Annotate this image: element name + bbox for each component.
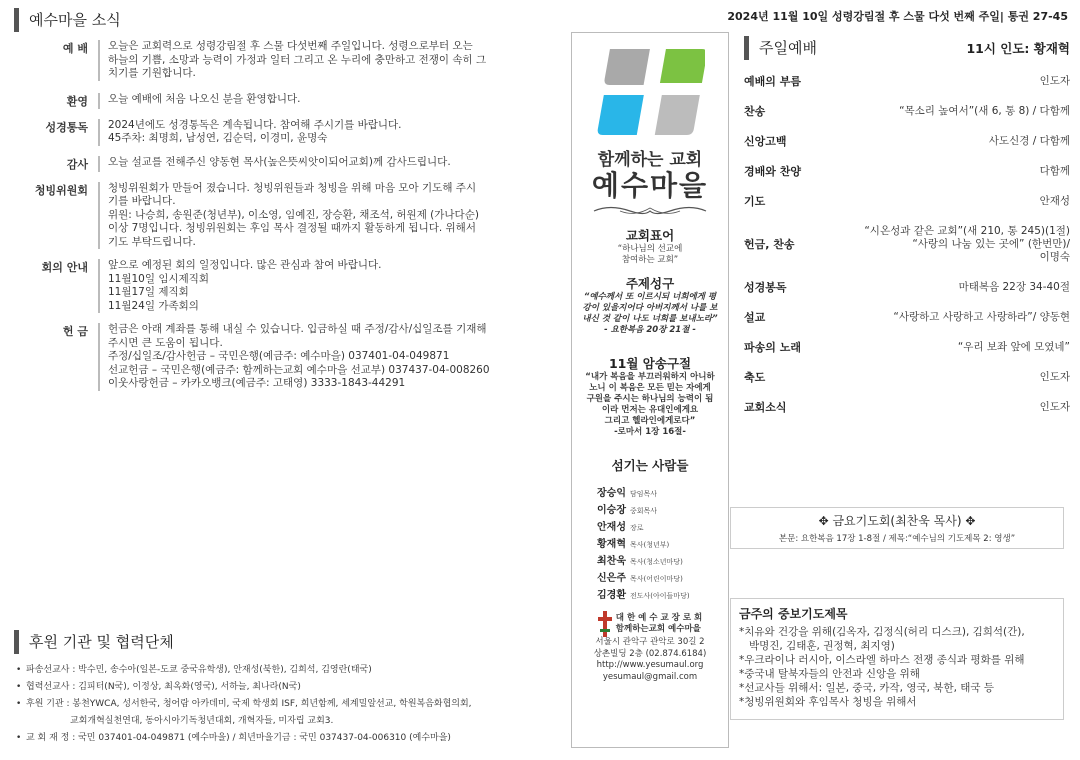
worship-item	[744, 272, 1070, 302]
prayer-topic-line: *우크라이나 러시아, 이스라엘 하마스 전쟁 종식과 평화를 위해	[739, 654, 1025, 666]
news-item-body	[98, 40, 550, 81]
news-item-body	[98, 182, 550, 250]
prayer-topics-box	[730, 598, 1064, 720]
news-item-body	[98, 119, 550, 146]
server-name: 황재혁	[597, 539, 626, 550]
worship-item-name: 예배의 부름	[744, 75, 801, 88]
friday-prayer-title: ✥ 금요기도회(최찬욱 목사) ✥	[818, 514, 976, 528]
worship-item-detail-line: “우리 보좌 앞에 모였네”	[957, 340, 1070, 353]
memory-verse-text: “내가 복음을 부끄러워하지 아니하 노니 이 복음은 모든 믿는 자에게 구원을 주시는 하나님의 능력이 됨 이라 먼저는 유대인에게요 그리고 헬라인에게로다” -로마서 1장 16절-	[585, 372, 715, 437]
server-role: 목사(청소년마당)	[630, 558, 683, 566]
church-subtitle: 함께하는 교회	[597, 150, 703, 170]
worship-item	[744, 126, 1070, 156]
worship-item-detail-line: “목소리 높여서”(새 6, 통 8) / 다함께	[899, 104, 1070, 117]
website-link[interactable]: http://www.yesumaul.org	[596, 660, 704, 670]
server-name: 장승익	[597, 488, 626, 499]
worship-section	[744, 36, 1070, 422]
worship-item-detail	[1040, 401, 1070, 414]
news-item	[14, 323, 550, 391]
worship-item	[744, 66, 1070, 96]
friday-prayer-subtitle: 본문: 요한복음 17장 1-8절 / 제목:“예수님의 기도제목 2: 영생”	[778, 534, 1016, 544]
issue-info: 2024년 11월 10일 성령강림절 후 스물 다섯 번째 주일| 통권 27-45	[727, 10, 1068, 23]
server-role: 장로	[630, 524, 644, 532]
sponsor-item-continued: 교회개혁실천연대, 동아시아기독청년대회, 개혁자들, 미자립 교회3.	[70, 716, 334, 726]
worship-item-detail	[1040, 165, 1070, 178]
sponsor-item: • 교 회 재 정 : 국민 037401-04-049871 (예수마을) / 희년마을기금 : 국민 037437-04-006310 (예수마을)	[14, 730, 554, 747]
worship-item-detail-line: 마태복음 22장 34-40절	[958, 280, 1070, 293]
news-item-line: 이웃사랑헌금 – 카카오뱅크(예금주: 고태영) 3333-1843-44291	[108, 377, 406, 389]
worship-item-name: 파송의 노래	[744, 341, 801, 354]
worship-item-detail-line: 인도자	[1039, 74, 1070, 87]
address-line-2: 상촌빌딩 2층 (02.874.6184)	[593, 648, 707, 659]
ornament-divider-icon	[590, 204, 710, 218]
server-name: 신은주	[597, 573, 626, 584]
worship-item-detail-line: 다함께	[1039, 164, 1070, 177]
news-item-line: 오늘 예배에 처음 나오신 분을 환영합니다.	[108, 92, 301, 105]
server-row	[590, 484, 710, 501]
server-row	[590, 569, 710, 586]
server-name: 이승장	[597, 505, 626, 516]
news-item	[14, 182, 550, 250]
email-link[interactable]: yesumaul@gmail.com	[602, 671, 698, 682]
prayer-topics-title: 금주의 중보기도제목	[739, 607, 848, 621]
worship-item	[744, 362, 1070, 392]
motto-text: “하나님의 선교에 참여하는 교회”	[617, 244, 683, 265]
news-item-label: 회의 안내	[41, 261, 88, 274]
worship-item-detail-line: 안재성	[1039, 194, 1070, 207]
news-item-line: 선교헌금 – 국민은행(예금주: 함께하는교회 예수마을 선교부) 037437-04-008260	[108, 363, 490, 376]
servers-title: 섬기는 사람들	[611, 458, 689, 473]
church-full-name: 함께하는교회 예수마을	[615, 624, 701, 634]
news-item	[14, 119, 550, 146]
worship-item-name: 성경봉독	[744, 281, 787, 294]
server-row	[590, 501, 710, 518]
news-item-line: 기도 부탁드립니다.	[108, 235, 196, 248]
server-role: 전도사(아이들마당)	[630, 592, 690, 600]
news-item-body	[98, 259, 550, 313]
news-item-label: 성경통독	[45, 120, 88, 134]
news-item	[14, 259, 550, 313]
worship-item-detail	[899, 105, 1070, 118]
worship-time-leader: 11시 인도: 황재혁	[966, 41, 1070, 56]
theme-verse-title: 주제성구	[625, 276, 675, 291]
server-row	[590, 552, 710, 569]
news-section-title: 예수마을 소식	[14, 8, 121, 32]
news-list	[14, 40, 550, 397]
worship-item	[744, 302, 1070, 332]
logo-quadrant	[604, 49, 650, 85]
servers-list	[590, 484, 710, 603]
news-item-line: 45주차: 최명희, 남성연, 김순덕, 이경미, 윤명숙	[108, 132, 328, 144]
worship-item-name: 헌금, 찬송	[744, 238, 795, 251]
news-item-label: 헌 금	[62, 325, 88, 338]
news-item-line: 청빙위원회가 만들어 졌습니다. 청빙위원들과 청빙을 위해 마음 모아 기도해 주시	[108, 181, 477, 194]
sponsor-item: • 협력선교사 : 김피터(N국), 이정상, 최옥화(영국), 서하늘, 최나라(N국)	[14, 679, 554, 696]
prayer-topics-list	[739, 625, 1055, 709]
worship-item-detail	[989, 135, 1070, 148]
news-item-line: 11월17일 제직회	[108, 286, 189, 298]
worship-item-name: 설교	[744, 311, 766, 324]
worship-item	[744, 216, 1070, 272]
server-row	[590, 535, 710, 552]
sponsors-section	[14, 630, 554, 747]
worship-title: 주일예배	[744, 36, 817, 60]
friday-prayer-box	[730, 507, 1064, 549]
church-contact	[572, 611, 728, 683]
news-item-label: 청빙위원회	[34, 183, 88, 197]
server-row	[590, 518, 710, 535]
news-item-line: 앞으로 예정된 회의 일정입니다. 많은 관심과 참여 바랍니다.	[108, 259, 382, 271]
news-item-line: 오늘은 교회력으로 성령강림절 후 스물 다섯번째 주일입니다. 성령으로부터 오는	[108, 40, 473, 52]
news-item-line: 헌금은 아래 계좌를 통해 내실 수 있습니다. 입금하실 때 주정/감사/십일조를 기재해	[108, 323, 487, 335]
server-name: 김경환	[597, 590, 626, 601]
news-item-label: 감사	[66, 157, 88, 171]
worship-item-detail	[893, 311, 1070, 324]
news-item-line: 11월10일 임시제직회	[108, 272, 210, 285]
news-item-line: 하늘의 기쁨, 소망과 능력이 가정과 일터 그리고 온 누리에 충만하고 전쟁이 속히 그	[108, 53, 487, 66]
worship-item	[744, 392, 1070, 422]
worship-item-detail-line: 사도신경 / 다함께	[988, 134, 1070, 147]
sponsor-item: • 후원 기관 : 봉천YWCA, 성서한국, 청어람 아카데미, 국제 학생회 ISF, 희년함께, 세계밀알선교, 학원복음화협의회,	[14, 696, 554, 713]
worship-item-detail	[1040, 371, 1070, 384]
worship-item-detail-line: “사랑하고 사랑하고 사랑하라”/ 양동현	[893, 310, 1070, 323]
news-item-line: 치기를 기원합니다.	[108, 67, 196, 79]
address-line-1: 서울시 관악구 관악로 30길 2	[595, 637, 705, 647]
server-name: 안재성	[597, 522, 626, 533]
news-item	[14, 156, 550, 172]
worship-item-name: 신앙고백	[744, 135, 787, 148]
worship-item	[744, 156, 1070, 186]
denomination-cross-icon	[598, 611, 612, 637]
news-item-body	[98, 93, 550, 109]
logo-quadrant	[597, 95, 644, 135]
server-role: 담임목사	[630, 490, 658, 498]
prayer-topic-line: *중국내 탈북자들의 안전과 신앙을 위해	[739, 668, 920, 680]
worship-item-name: 찬송	[744, 105, 766, 118]
worship-item	[744, 96, 1070, 126]
logo-quadrant	[655, 95, 700, 135]
worship-item-detail-line: 인도자	[1039, 400, 1070, 413]
news-item-body	[98, 323, 550, 391]
worship-item-detail	[1040, 195, 1070, 208]
church-logo-icon	[595, 43, 705, 143]
worship-item-detail	[959, 281, 1070, 294]
news-item-line: 오늘 설교를 전해주신 양동현 목사(높은뜻씨앗이되어교회)께 감사드립니다.	[108, 155, 451, 168]
server-name: 최찬욱	[597, 556, 626, 567]
news-item-line: 기를 바랍니다.	[108, 195, 176, 207]
worship-item-detail-line: 이명숙	[1039, 250, 1070, 263]
server-row	[590, 586, 710, 603]
church-name: 예수마을	[591, 169, 709, 202]
worship-item-detail	[958, 341, 1070, 354]
memory-verse-title: 11월 암송구절	[608, 356, 692, 371]
sponsors-list	[14, 662, 554, 747]
news-item	[14, 93, 550, 109]
worship-item	[744, 186, 1070, 216]
news-item-label: 환영	[66, 94, 88, 108]
news-item-line: 주정/십일조/감사헌금 – 국민은행(예금주: 예수마을) 037401-04-049871	[108, 350, 450, 362]
prayer-topic-line: *치유와 건강을 위해(김옥자, 김정식(허리 디스크), 김희석(간),	[739, 626, 1025, 638]
theme-verse-text: “예수께서 또 이르시되 너희에게 평 강이 있을지어다 아버지께서 나를 보 내신 것 같이 나도 너희를 보내노라” - 요한복음 20장 21절 -	[582, 292, 718, 335]
news-item-body	[98, 156, 550, 172]
news-item-line: 이상 7명입니다. 청빙위원회는 후임 목사 결정될 때까지 활동하게 됩니다. 위해서	[108, 222, 476, 234]
denomination-name: 대 한 예 수 교 장 로 회	[615, 613, 703, 623]
news-item-line: 주시면 큰 도움이 됩니다.	[108, 336, 223, 349]
sponsors-title: 후원 기관 및 협력단체	[14, 630, 554, 654]
worship-item	[744, 332, 1070, 362]
news-item-line: 위원: 나승희, 송원준(청년부), 이소영, 임예진, 장승환, 채조석, 허원제 (가나다순)	[108, 208, 479, 221]
worship-item-detail-line: “사랑의 나눔 있는 곳에” (한번만)/	[912, 237, 1070, 250]
server-role: 목사(어린이마당)	[630, 575, 683, 583]
worship-item-name: 기도	[744, 195, 766, 208]
worship-item-detail-line: “시온성과 같은 교회”(새 210, 통 245)(1절)	[864, 224, 1070, 237]
server-role: 목사(청년부)	[630, 541, 670, 549]
prayer-topic-line: *청빙위원회와 후임목사 청빙을 위해서	[739, 696, 917, 708]
church-column	[571, 32, 729, 748]
logo-quadrant	[660, 49, 705, 83]
news-item-line: 11월24일 가족회의	[108, 299, 199, 312]
motto-title: 교회표어	[625, 228, 675, 243]
worship-item-name: 교회소식	[744, 401, 787, 414]
prayer-topic-line: *선교사들 위해서: 일본, 중국, 카작, 영국, 북한, 태국 등	[739, 682, 995, 694]
worship-item-detail	[1040, 75, 1070, 88]
server-role: 중회목사	[630, 507, 658, 515]
worship-item-detail	[864, 225, 1070, 264]
worship-order	[744, 66, 1070, 422]
news-item-line: 2024년에도 성경통독은 계속됩니다. 참여해 주시기를 바랍니다.	[108, 118, 402, 131]
worship-item-name: 경배와 찬양	[744, 165, 801, 178]
worship-item-name: 축도	[744, 371, 766, 384]
news-item	[14, 40, 550, 81]
worship-item-detail-line: 인도자	[1039, 370, 1070, 383]
sponsor-item: • 파송선교사 : 박수민, 송수아(일본-도쿄 중국유학생), 안재성(북한), 김희석, 김영란(태국)	[14, 662, 554, 679]
prayer-topic-line: 박명진, 김태훈, 권정혁, 최지영)	[749, 640, 895, 652]
news-item-label: 예 배	[62, 42, 88, 55]
